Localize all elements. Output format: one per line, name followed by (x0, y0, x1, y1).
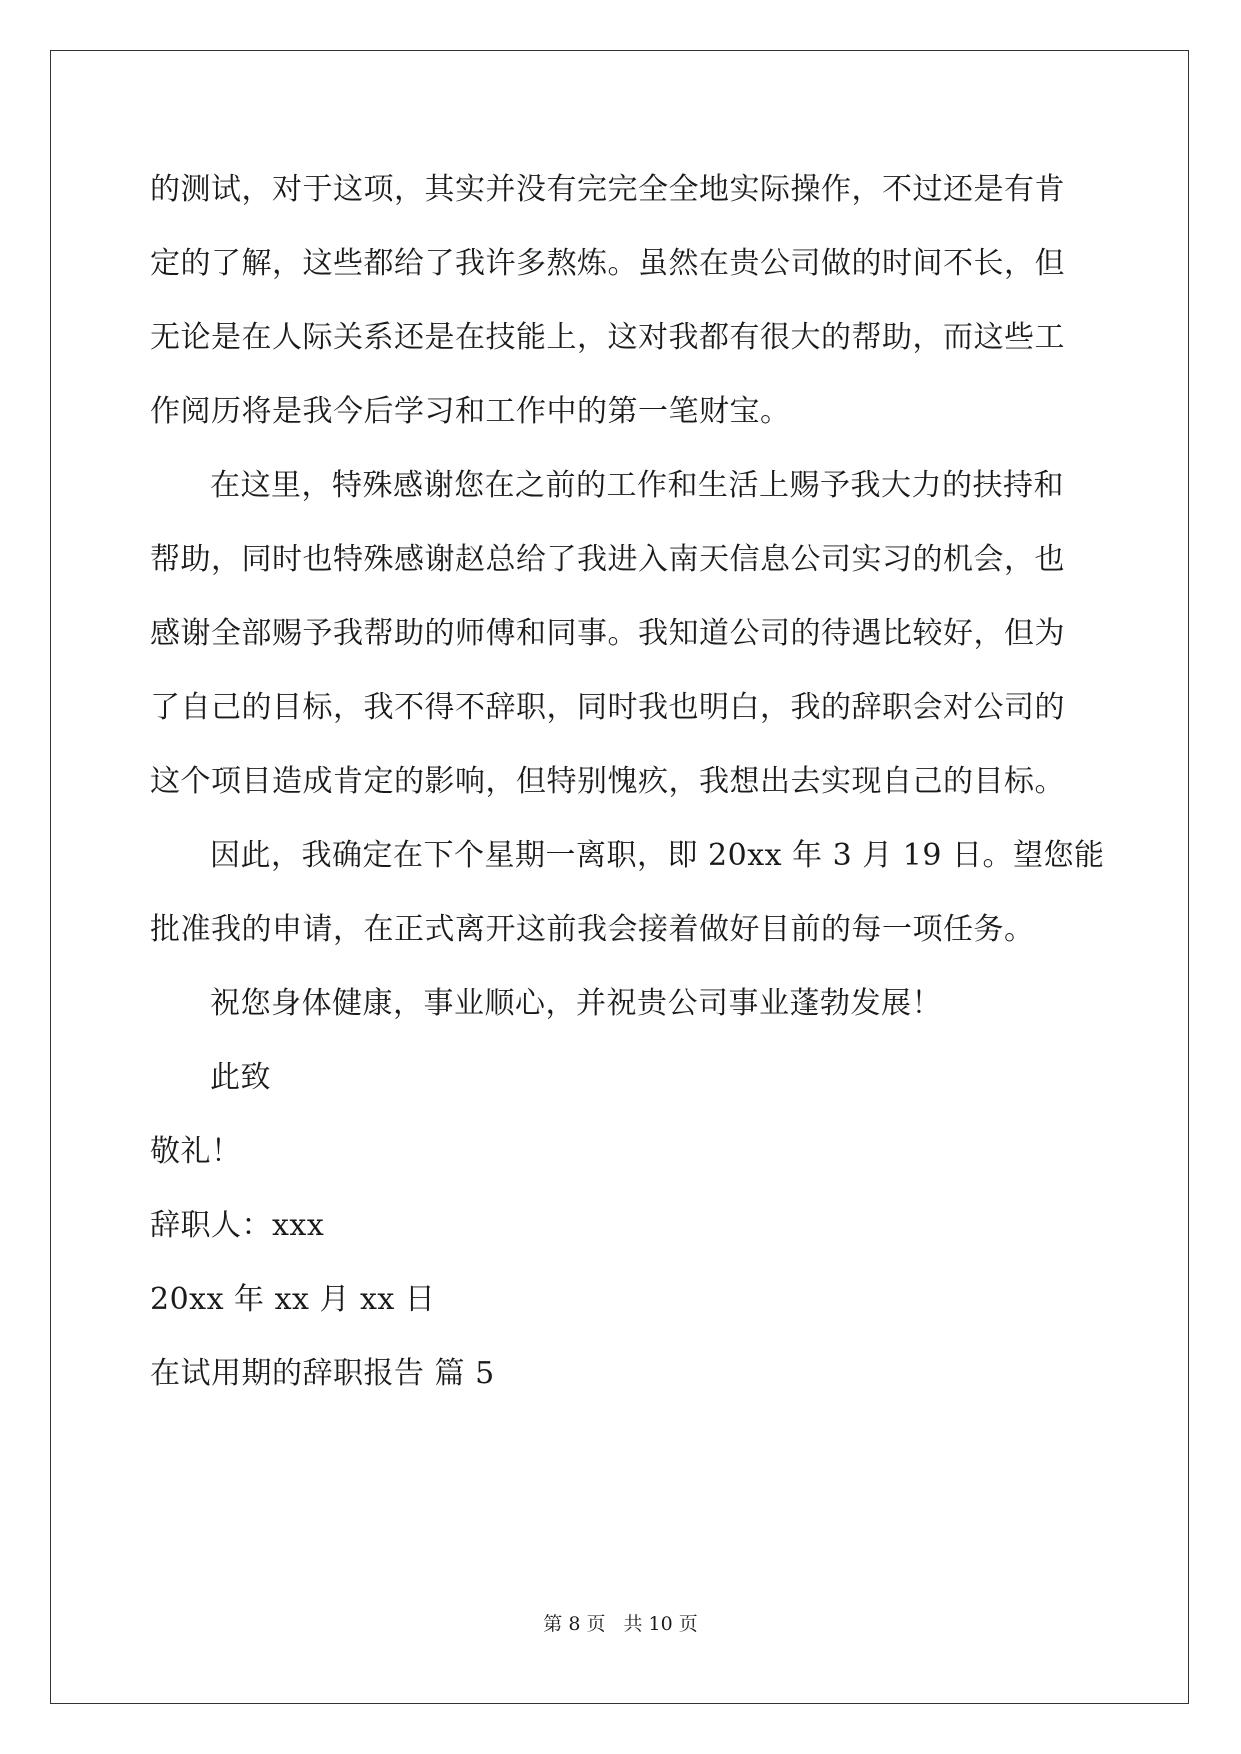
paragraph-thanks-line-2: 帮助，同时也特殊感谢赵总给了我进入南天信息公司实习的机会，也 (150, 542, 1065, 577)
paragraph-thanks-line-4: 了自己的目标，我不得不辞职，同时我也明白，我的辞职会对公司的 (150, 690, 1065, 725)
closing-line: 此致 (210, 1060, 271, 1095)
salutation-line: 敬礼！ (150, 1134, 242, 1169)
paragraph-thanks-line-1: 在这里，特殊感谢您在之前的工作和生活上赐予我大力的扶持和 (210, 468, 1064, 503)
body-line-4: 作阅历将是我今后学习和工作中的第一笔财宝。 (150, 394, 791, 429)
body-line-2: 定的了解，这些都给了我许多熬炼。虽然在贵公司做的时间不长，但 (150, 246, 1065, 281)
date-line: 20xx 年 xx 月 xx 日 (150, 1282, 436, 1317)
body-line-1: 的测试，对于这项，其实并没有完完全全地实际操作，不过还是有肯 (150, 172, 1065, 207)
paragraph-thanks-line-5: 这个项目造成肯定的影响，但特别愧疚，我想出去实现自己的目标。 (150, 764, 1065, 799)
paragraph-date-line-2: 批准我的申请，在正式离开这前我会接着做好目前的每一项任务。 (150, 912, 1035, 947)
body-line-3: 无论是在人际关系还是在技能上，这对我都有很大的帮助，而这些工 (150, 320, 1065, 355)
page-footer (0, 1612, 1241, 1636)
page-number-label: 第 8 页 (543, 1613, 606, 1635)
paragraph-thanks-line-3: 感谢全部赐予我帮助的师傅和同事。我知道公司的待遇比较好，但为 (150, 616, 1065, 651)
paragraph-date-line-1: 因此，我确定在下个星期一离职，即 20xx 年 3 月 19 日。望您能 (210, 838, 1105, 873)
section-heading: 在试用期的辞职报告 篇 5 (150, 1356, 495, 1391)
wishes-line: 祝您身体健康，事业顺心，并祝贵公司事业蓬勃发展！ (210, 986, 942, 1021)
page-frame (50, 50, 1189, 1704)
total-pages-label: 共 10 页 (623, 1613, 698, 1635)
signer-line: 辞职人：xxx (150, 1208, 325, 1243)
